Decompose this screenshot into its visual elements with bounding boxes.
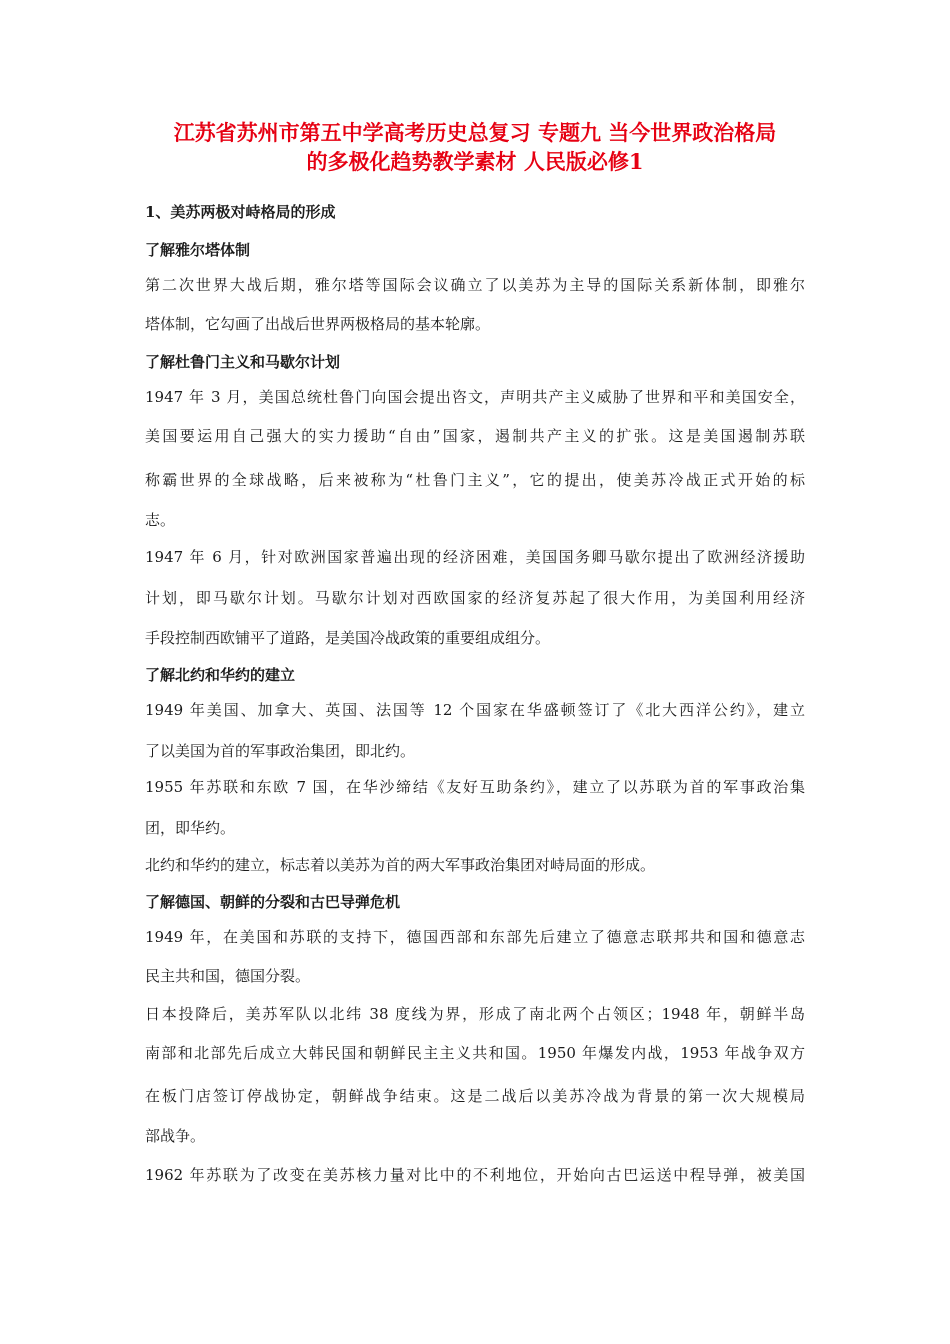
subheading-nato-warsaw: 了解北约和华约的建立 (145, 666, 296, 684)
subheading-division-crisis: 了解德国、朝鲜的分裂和古巴导弹危机 (145, 893, 401, 911)
paragraph-line: 志。 (145, 511, 176, 529)
paragraph-line: 1949 年美国、加拿大、英国、法国等 12 个国家在华盛顿签订了《北大西洋公约》，建立 (145, 701, 805, 719)
title-line-2: 的多极化趋势教学素材 人民版必修1 (306, 149, 644, 174)
paragraph-line: 第二次世界大战后期，雅尔塔等国际会议确立了以美苏为主导的国际关系新体制，即雅尔 (145, 276, 805, 294)
paragraph-line: 1947 年 6 月，针对欧洲国家普遍出现的经济困难，美国国务卿马歇尔提出了欧洲经济援助 (145, 548, 805, 566)
paragraph-line: 1949 年，在美国和苏联的支持下，德国西部和东部先后建立了德意志联邦共和国和德意志 (145, 928, 805, 946)
paragraph-line: 民主共和国，德国分裂。 (145, 967, 311, 985)
paragraph-line: 日本投降后，美苏军队以北纬 38 度线为界，形成了南北两个占领区；1948 年，朝鲜半岛 (145, 1005, 805, 1023)
paragraph-line: 1962 年苏联为了改变在美苏核力量对比中的不利地位，开始向古巴运送中程导弹，被美国 (145, 1166, 805, 1184)
paragraph-line: 1955 年苏联和东欧 7 国，在华沙缔结《友好互助条约》，建立了以苏联为首的军事政治集 (145, 778, 805, 796)
paragraph-line: 1947 年 3 月，美国总统杜鲁门向国会提出咨文，声明共产主义威胁了世界和平和美国安全， (145, 388, 805, 406)
paragraph-line: 部战争。 (145, 1127, 206, 1145)
subheading-truman-marshall: 了解杜鲁门主义和马歇尔计划 (145, 353, 341, 371)
paragraph-line: 了以美国为首的军事政治集团，即北约。 (145, 742, 416, 760)
paragraph-line: 团，即华约。 (145, 819, 236, 837)
section-heading: 1、美苏两极对峙格局的形成 (145, 203, 336, 221)
subheading-yalta: 了解雅尔塔体制 (145, 241, 251, 259)
paragraph-line: 手段控制西欧铺平了道路，是美国冷战政策的重要组成组分。 (145, 629, 551, 647)
paragraph-line: 南部和北部先后成立大韩民国和朝鲜民主主义共和国。1950 年爆发内战，1953 年战争双方 (145, 1044, 805, 1062)
paragraph-line: 塔体制，它勾画了出战后世界两极格局的基本轮廓。 (145, 315, 491, 333)
paragraph-line: 称霸世界的全球战略，后来被称为“杜鲁门主义”，它的提出，使美苏冷战正式开始的标 (145, 471, 805, 489)
paragraph-line: 在板门店签订停战协定，朝鲜战争结束。这是二战后以美苏冷战为背景的第一次大规模局 (145, 1087, 805, 1105)
paragraph-line: 美国要运用自己强大的实力援助“自由”国家，遏制共产主义的扩张。这是美国遏制苏联 (145, 427, 805, 445)
document-title (100, 118, 850, 176)
title-line-1: 江苏省苏州市第五中学高考历史总复习 专题九 当今世界政治格局 (173, 120, 777, 145)
paragraph-line: 计划，即马歇尔计划。马歇尔计划对西欧国家的经济复苏起了很大作用，为美国利用经济 (145, 589, 805, 607)
paragraph-line: 北约和华约的建立，标志着以美苏为首的两大军事政治集团对峙局面的形成。 (145, 856, 656, 874)
